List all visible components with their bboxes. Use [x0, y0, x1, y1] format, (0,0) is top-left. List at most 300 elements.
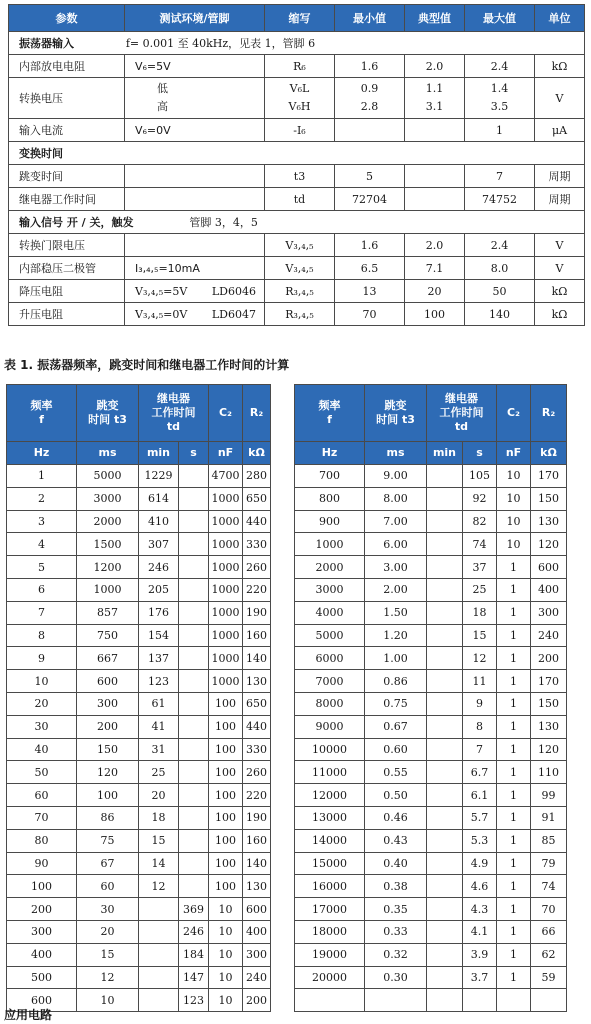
sub-header-row: [7, 385, 271, 442]
relay-s-cell: [179, 806, 209, 829]
relay-min-cell: [427, 875, 463, 898]
jump-time-cell: 67: [77, 852, 139, 875]
c2-cell: 1: [497, 829, 531, 852]
r2-cell: 650: [243, 487, 271, 510]
relay-s-cell: 11: [463, 670, 497, 693]
r2-cell: 99: [531, 784, 567, 807]
table-row: [7, 465, 271, 488]
param-cell: 转换门限电压: [9, 234, 125, 257]
relay-s-cell: 6.7: [463, 761, 497, 784]
freq-cell: 20: [7, 692, 77, 715]
header-r2: R₂: [243, 385, 271, 442]
col-header-typ: 典型值: [405, 5, 465, 32]
c2-cell: 10: [209, 943, 243, 966]
sub-header-row: [295, 385, 567, 442]
condition-high: 高: [157, 100, 168, 113]
r2-cell: 130: [243, 670, 271, 693]
relay-s-cell: 74: [463, 533, 497, 556]
freq-cell: 17000: [295, 898, 365, 921]
spec-table: [8, 4, 585, 326]
table-row: [7, 533, 271, 556]
jump-time-cell: 0.46: [365, 806, 427, 829]
min-cell: 5: [335, 165, 405, 188]
relay-s-cell: 105: [463, 465, 497, 488]
unit-cell: kΩ: [535, 280, 585, 303]
relay-min-cell: [139, 920, 179, 943]
table-row: [295, 533, 567, 556]
freq-cell: 80: [7, 829, 77, 852]
jump-time-cell: 3000: [77, 487, 139, 510]
jump-time-cell: 9.00: [365, 465, 427, 488]
c2-cell: 1: [497, 624, 531, 647]
table-row: [7, 829, 271, 852]
r2-cell: 59: [531, 966, 567, 989]
unit-ms: ms: [77, 442, 139, 465]
typ-cell: 2.0: [405, 234, 465, 257]
abbr-cell: [265, 78, 335, 119]
r2-cell: 62: [531, 943, 567, 966]
section-transition: [9, 142, 585, 165]
header-relay-time: 继电器 工作时间 td: [427, 385, 497, 442]
unit-header-row: [295, 442, 567, 465]
unit-cell: V: [535, 78, 585, 119]
c2-cell: 1000: [209, 624, 243, 647]
freq-cell: 7000: [295, 670, 365, 693]
relay-min-cell: [427, 943, 463, 966]
relay-min-cell: [139, 966, 179, 989]
spec-header-row: [9, 5, 585, 32]
condition-cell: V₆=0V: [125, 119, 265, 142]
freq-cell: 2: [7, 487, 77, 510]
unit-cell: 周期: [535, 188, 585, 211]
param-cell: 跳变时间: [9, 165, 125, 188]
table-row: [295, 624, 567, 647]
table-row: [295, 784, 567, 807]
param-cell: 转换电压: [9, 78, 125, 119]
max-cell: 7: [465, 165, 535, 188]
freq-cell: 19000: [295, 943, 365, 966]
table-row: [295, 692, 567, 715]
r2-cell: 220: [243, 784, 271, 807]
section-title: 输入信号 开 / 关，触发: [19, 216, 134, 229]
col-header-min: 最小值: [335, 5, 405, 32]
jump-time-cell: 0.33: [365, 920, 427, 943]
spec-row-input-current: [9, 119, 585, 142]
condition-cell: V₆=5V: [125, 55, 265, 78]
table-row: [295, 715, 567, 738]
table-row: [295, 966, 567, 989]
jump-time-cell: 0.40: [365, 852, 427, 875]
freq-cell: 8000: [295, 692, 365, 715]
table-row: [7, 715, 271, 738]
freq-cell: 20000: [295, 966, 365, 989]
r2-cell: 200: [531, 647, 567, 670]
header-frequency: 频率 f: [7, 385, 77, 442]
relay-s-cell: [179, 852, 209, 875]
freq-cell: 50: [7, 761, 77, 784]
relay-s-cell: [179, 875, 209, 898]
r2-cell: 260: [243, 761, 271, 784]
jump-time-cell: 0.30: [365, 966, 427, 989]
max-high: 3.5: [490, 100, 509, 113]
freq-cell: 6: [7, 578, 77, 601]
typ-cell: [405, 165, 465, 188]
c2-cell: 100: [209, 875, 243, 898]
frequency-table-right: [294, 384, 567, 1012]
relay-min-cell: [427, 784, 463, 807]
table-row: [7, 943, 271, 966]
typ-low: 1.1: [425, 82, 444, 95]
r2-cell: 240: [531, 624, 567, 647]
unit-nf: nF: [497, 442, 531, 465]
unit-nf: nF: [209, 442, 243, 465]
table-row: [7, 578, 271, 601]
r2-cell: 150: [531, 692, 567, 715]
jump-time-cell: 857: [77, 601, 139, 624]
relay-s-cell: 3.9: [463, 943, 497, 966]
freq-cell: 1: [7, 465, 77, 488]
relay-s-cell: 147: [179, 966, 209, 989]
abbr-cell: R₃,₄,₅: [265, 280, 335, 303]
freq-cell: 70: [7, 806, 77, 829]
param-cell: 升压电阻: [9, 303, 125, 326]
spec-row-pullup: [9, 303, 585, 326]
freq-cell: 100: [7, 875, 77, 898]
relay-min-cell: [427, 738, 463, 761]
table-row: [295, 761, 567, 784]
section-title: 振荡器输入: [19, 37, 74, 50]
freq-cell: 600: [7, 989, 77, 1012]
table-row: [295, 601, 567, 624]
jump-time-cell: 86: [77, 806, 139, 829]
r2-cell: 79: [531, 852, 567, 875]
relay-min-cell: 25: [139, 761, 179, 784]
unit-header-row: [7, 442, 271, 465]
relay-min-cell: [427, 510, 463, 533]
jump-time-cell: 3.00: [365, 556, 427, 579]
jump-time-cell: 100: [77, 784, 139, 807]
spec-row-relay-time: [9, 188, 585, 211]
relay-s-cell: 4.6: [463, 875, 497, 898]
c2-cell: 1: [497, 692, 531, 715]
condition-cell: [125, 165, 265, 188]
max-cell: 2.4: [465, 55, 535, 78]
relay-s-cell: [179, 761, 209, 784]
section-note: f= 0.001 至 40kHz，见表 1，管脚 6: [125, 37, 316, 50]
c2-cell: 1000: [209, 533, 243, 556]
relay-s-cell: [179, 738, 209, 761]
col-header-condition: 测试环境/管脚: [125, 5, 265, 32]
table-row: [7, 692, 271, 715]
freq-cell: 9000: [295, 715, 365, 738]
c2-cell: 10: [209, 920, 243, 943]
jump-time-cell: 0.67: [365, 715, 427, 738]
table-row: [7, 784, 271, 807]
relay-s-cell: 25: [463, 578, 497, 601]
r2-cell: 400: [531, 578, 567, 601]
jump-time-cell: 12: [77, 966, 139, 989]
jump-time-cell: 0.43: [365, 829, 427, 852]
relay-min-cell: [427, 920, 463, 943]
table-row: [7, 966, 271, 989]
freq-cell: 500: [7, 966, 77, 989]
jump-time-cell: 667: [77, 647, 139, 670]
relay-min-cell: [427, 852, 463, 875]
freq-cell: 14000: [295, 829, 365, 852]
relay-s-cell: [179, 533, 209, 556]
r2-cell: 170: [531, 465, 567, 488]
freq-cell: 6000: [295, 647, 365, 670]
freq-cell: 11000: [295, 761, 365, 784]
c2-cell: 10: [497, 533, 531, 556]
relay-s-cell: 7: [463, 738, 497, 761]
jump-time-cell: 0.55: [365, 761, 427, 784]
r2-cell: 70: [531, 898, 567, 921]
abbr-cell: t3: [265, 165, 335, 188]
jump-time-cell: 0.50: [365, 784, 427, 807]
freq-cell: 1000: [295, 533, 365, 556]
c2-cell: 1: [497, 578, 531, 601]
freq-cell: 4000: [295, 601, 365, 624]
relay-min-cell: [427, 556, 463, 579]
freq-cell: 3: [7, 510, 77, 533]
relay-min-cell: [427, 966, 463, 989]
section-oscillator: [9, 32, 585, 55]
min-cell: [335, 78, 405, 119]
c2-cell: 1: [497, 966, 531, 989]
c2-cell: 1000: [209, 647, 243, 670]
relay-min-cell: [427, 647, 463, 670]
r2-cell: 66: [531, 920, 567, 943]
relay-min-cell: [427, 533, 463, 556]
typ-cell: [405, 119, 465, 142]
r2-cell: 170: [531, 670, 567, 693]
param-cell: 内部放电电阻: [9, 55, 125, 78]
c2-cell: 100: [209, 715, 243, 738]
unit-cell: μA: [535, 119, 585, 142]
relay-s-cell: 123: [179, 989, 209, 1012]
table-row: [295, 647, 567, 670]
jump-time-cell: 0.35: [365, 898, 427, 921]
jump-time-cell: 600: [77, 670, 139, 693]
c2-cell: 1: [497, 761, 531, 784]
relay-s-cell: 37: [463, 556, 497, 579]
spec-row-jump-time: [9, 165, 585, 188]
c2-cell: 10: [497, 465, 531, 488]
c2-cell: 1: [497, 784, 531, 807]
relay-s-cell: 9: [463, 692, 497, 715]
r2-cell: 600: [531, 556, 567, 579]
relay-s-cell: [179, 670, 209, 693]
header-r2: R₂: [531, 385, 567, 442]
relay-min-cell: [139, 943, 179, 966]
relay-min-cell: [139, 898, 179, 921]
relay-min-cell: [427, 989, 463, 1012]
c2-cell: 100: [209, 829, 243, 852]
c2-cell: 100: [209, 852, 243, 875]
r2-cell: 440: [243, 715, 271, 738]
relay-min-cell: 205: [139, 578, 179, 601]
r2-cell: 190: [243, 806, 271, 829]
table-row: [7, 852, 271, 875]
table-row: [295, 806, 567, 829]
r2-cell: 120: [531, 738, 567, 761]
freq-cell: 900: [295, 510, 365, 533]
section-title: 变换时间: [9, 142, 585, 165]
freq-cell: 13000: [295, 806, 365, 829]
jump-time-cell: 60: [77, 875, 139, 898]
abbr-low: V₆L: [289, 82, 310, 95]
condition-cell: [125, 280, 265, 303]
r2-cell: 74: [531, 875, 567, 898]
spec-row-threshold: [9, 234, 585, 257]
relay-s-cell: 246: [179, 920, 209, 943]
c2-cell: 1: [497, 875, 531, 898]
table-row: [7, 601, 271, 624]
max-cell: 2.4: [465, 234, 535, 257]
c2-cell: 1: [497, 943, 531, 966]
jump-time-cell: 0.75: [365, 692, 427, 715]
header-c2: C₂: [209, 385, 243, 442]
r2-cell: 200: [243, 989, 271, 1012]
freq-cell: 8: [7, 624, 77, 647]
jump-time-cell: 10: [77, 989, 139, 1012]
relay-s-cell: [179, 510, 209, 533]
section-note: 管脚 3，4，5: [189, 216, 258, 229]
max-cell: 140: [465, 303, 535, 326]
c2-cell: 1: [497, 852, 531, 875]
condition-part: LD6047: [211, 307, 256, 321]
spec-row-discharge: [9, 55, 585, 78]
relay-s-cell: 8: [463, 715, 497, 738]
relay-s-cell: [463, 989, 497, 1012]
relay-min-cell: [427, 692, 463, 715]
jump-time-cell: 75: [77, 829, 139, 852]
relay-s-cell: 369: [179, 898, 209, 921]
jump-time-cell: 0.60: [365, 738, 427, 761]
freq-cell: 4: [7, 533, 77, 556]
relay-min-cell: [427, 578, 463, 601]
freq-cell: 3000: [295, 578, 365, 601]
relay-min-cell: 18: [139, 806, 179, 829]
c2-cell: 1000: [209, 601, 243, 624]
frequency-rows-left: [7, 465, 271, 1012]
param-cell: 继电器工作时间: [9, 188, 125, 211]
c2-cell: 100: [209, 761, 243, 784]
jump-time-cell: 200: [77, 715, 139, 738]
condition-part: LD6046: [211, 284, 256, 298]
relay-min-cell: [427, 465, 463, 488]
freq-cell: 40: [7, 738, 77, 761]
r2-cell: 650: [243, 692, 271, 715]
jump-time-cell: 8.00: [365, 487, 427, 510]
unit-hz: Hz: [7, 442, 77, 465]
col-header-abbr: 缩写: [265, 5, 335, 32]
freq-cell: 60: [7, 784, 77, 807]
c2-cell: 1: [497, 670, 531, 693]
freq-cell: 10000: [295, 738, 365, 761]
c2-cell: 1: [497, 647, 531, 670]
freq-cell: 10: [7, 670, 77, 693]
table-caption: 表 1. 振荡器频率，跳变时间和继电器工作时间的计算: [4, 358, 290, 372]
relay-min-cell: 123: [139, 670, 179, 693]
relay-s-cell: 5.7: [463, 806, 497, 829]
table-row: [295, 556, 567, 579]
abbr-cell: V₃,₄,₅: [265, 234, 335, 257]
c2-cell: 100: [209, 806, 243, 829]
unit-ms: ms: [365, 442, 427, 465]
jump-time-cell: 20: [77, 920, 139, 943]
relay-min-cell: 154: [139, 624, 179, 647]
freq-cell: 18000: [295, 920, 365, 943]
max-cell: 8.0: [465, 257, 535, 280]
r2-cell: 85: [531, 829, 567, 852]
freq-cell: 800: [295, 487, 365, 510]
r2-cell: 150: [531, 487, 567, 510]
relay-s-cell: 3.7: [463, 966, 497, 989]
abbr-cell: R₆: [265, 55, 335, 78]
freq-cell: 2000: [295, 556, 365, 579]
jump-time-cell: 1500: [77, 533, 139, 556]
relay-min-cell: [427, 898, 463, 921]
relay-min-cell: [427, 761, 463, 784]
relay-min-cell: 246: [139, 556, 179, 579]
freq-cell: 16000: [295, 875, 365, 898]
table-row: [7, 510, 271, 533]
relay-s-cell: [179, 556, 209, 579]
r2-cell: 130: [243, 875, 271, 898]
table-row: [295, 852, 567, 875]
relay-s-cell: [179, 624, 209, 647]
jump-time-cell: 0.86: [365, 670, 427, 693]
jump-time-cell: 0.32: [365, 943, 427, 966]
r2-cell: 300: [531, 601, 567, 624]
relay-s-cell: [179, 784, 209, 807]
jump-time-cell: 2000: [77, 510, 139, 533]
table-row: [7, 647, 271, 670]
relay-min-cell: 41: [139, 715, 179, 738]
c2-cell: 1: [497, 806, 531, 829]
unit-cell: kΩ: [535, 55, 585, 78]
r2-cell: 120: [531, 533, 567, 556]
c2-cell: 1: [497, 920, 531, 943]
max-cell: 1: [465, 119, 535, 142]
unit-cell: kΩ: [535, 303, 585, 326]
relay-s-cell: 12: [463, 647, 497, 670]
table-row: [295, 465, 567, 488]
c2-cell: 10: [497, 487, 531, 510]
relay-s-cell: [179, 692, 209, 715]
relay-s-cell: 15: [463, 624, 497, 647]
typ-cell: 2.0: [405, 55, 465, 78]
r2-cell: 190: [243, 601, 271, 624]
max-cell: [465, 78, 535, 119]
table-row: [295, 510, 567, 533]
min-cell: 13: [335, 280, 405, 303]
unit-min: min: [139, 442, 179, 465]
abbr-cell: V₃,₄,₅: [265, 257, 335, 280]
c2-cell: 1: [497, 898, 531, 921]
jump-time-cell: 1.50: [365, 601, 427, 624]
relay-min-cell: 61: [139, 692, 179, 715]
typ-high: 3.1: [425, 100, 444, 113]
condition-voltage: V₃,₄,₅=0V: [135, 307, 188, 321]
jump-time-cell: 5000: [77, 465, 139, 488]
jump-time-cell: 7.00: [365, 510, 427, 533]
relay-s-cell: [179, 487, 209, 510]
freq-cell: 15000: [295, 852, 365, 875]
jump-time-cell: 300: [77, 692, 139, 715]
